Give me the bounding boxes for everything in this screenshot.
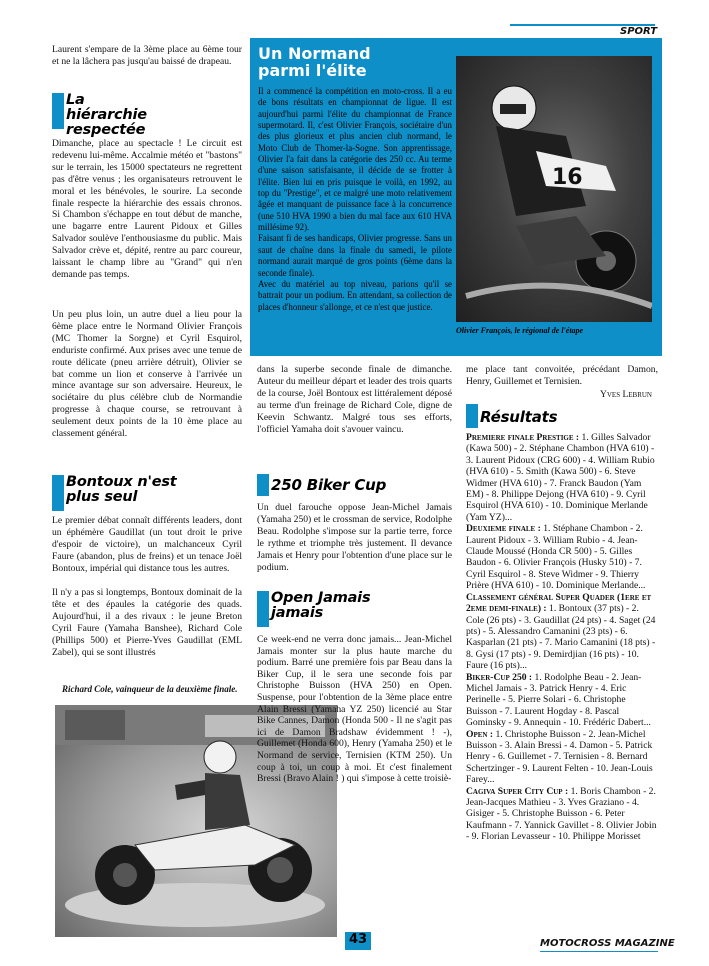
heading-biker-cup [257,474,452,496]
col1-paragraph-4: Il n'y a pas si longtemps, Bontoux dominait de la tête et des épaules la catégorie des quads. Aujourd'hui, il a des rivaux : le jeune Breton Cyril Faure (Yamaha Banshee), Richard Cole (Phillips 500) et Pierre-Yves Gaudillat (EML Zabel), qui se sont illustrés [52,587,242,658]
col2-paragraph-3: Ce week-end ne verra donc jamais... Jean-Michel Jamais monter sur la plus haute marche du podium. Barré une première fois par Beau dans la Biker Cup, il le sera une seconde fois par Christophe Buisson (HVA 250) en Open. Suspense, pour l'obtention de la 3ème place entre Alain Bressi (Yamaha YZ 250) licencié au Star Bike Cannes, Damon (Honda 500 - Il ne s'agit pas ici de Damon Bradshaw évidemment ! -), Guillemet (Honda 600), Henry (Yamaha 250) et le Normand de service, Ternisien (KTM 250). Un coup à toi, un coup à moi. Et c'est finalement Bressi (Bravo Alain ! ) qui s'impose à cette troisiè- [257,634,452,785]
heading-accent-bar [257,474,269,496]
sidebar-paragraph-3: Avec du matériel au top niveau, parions qu'il se battrait pour un podium. En attendant, sa collection de places d'honneur s'allonge, et ce n'est que justice. [258,278,452,312]
heading-bontoux [52,475,242,511]
sidebar-paragraph-1: Il a commencé la compétition en moto-cross. Il a eu de bons résultats en championnat de ligue. Il est aujourd'hui parmi l'élite du championnat de France supermotard. Il, c'est Olivier François, sociétaire d'un des plus glorieux et plus ancien club normand, le Moto Club de Thomer-la-Sogne. Son apprentissage, Olivier l'a fait dans la catégorie des 250 cc. Au terme d'une saison satisfaisante, il décide de se frotter à l'élite. Bien lui en pris puisque le voilà, en 1992, au top du "Prestige", et ce malgré une moto relativement âgée et manquant de puissance face à la concurrence (une 510 HVA 1990 a bien du mal face aux 610 HVA millésime 92). [258,86,452,233]
result-entry [466,729,658,786]
result-text: 1. Stéphane Chambon - 2. Laurent Pidoux - 3. William Rubio - 4. Jean-Claude Moussé (Honda CR 500) - 5. Gilles Baudon - 6. Olivier François (Husky 510) - 7. Cyril Esquirol - 8. Steve Widmer - 9. Thierry Prière (HVA 610) - 10. Dominique Merlande... [466,523,646,592]
svg-text:16: 16 [552,165,583,190]
result-text: 1. Rodolphe Beau - 2. Jean-Michel Jamais - 3. Patrick Henry - 4. Eric Perinelle - 5. Pierre Solari - 6. Christophe Buisson - 7. Laurent Hogday - 8. Pascal Gominsky - 9. Annequin - 10. Frédéric Dabert... [466,671,651,729]
result-entry [466,592,658,672]
photo-caption-cole: Richard Cole, vainqueur de la deuxième finale. [62,684,238,694]
heading-accent-bar [52,93,64,129]
col1-intro: Laurent s'empare de la 3ème place au 6ème tour et ne la lâchera pas jusqu'au baissé de drapeau. [52,44,242,67]
heading-accent-bar [466,404,478,428]
result-text: 1. Boris Chambon - 2. Jean-Jacques Mathieu - 3. Yves Graziano - 4. Gisiger - 5. Christophe Buisson - 6. Peter Kaufmann - 7. Yannick Gavillet - 8. Olivier Jobin - 9. Florian Levasseur - 10. Philippe Morisset [466,785,657,843]
sidebar-text [258,86,452,313]
heading-open [257,591,452,627]
photo-caption-francois: Olivier François, le régional de l'étape [456,326,584,335]
heading-text: 250 Biker Cup [271,476,387,494]
result-entry [466,523,658,591]
col3-paragraph-1: me place tant convoitée, précédant Damon, Henry, Guillemet et Ternisien. [466,364,658,387]
heading-text: La hiérarchie respectée [66,92,147,138]
sidebar-title: Un Normand parmi l'élite [258,44,371,80]
result-entry [466,672,658,729]
heading-accent-bar [52,475,64,511]
result-entry [466,786,658,843]
magazine-name: MOTOCROSS MAGAZINE [540,938,675,949]
result-label: Biker-Cup 250 : [466,671,533,683]
result-label: Cagiva Super City Cup : [466,785,569,797]
result-label: Classement général Super Quader (1ere et 2eme demi-finale) : [466,591,652,615]
footer-rule [540,951,658,952]
result-label: Premiere finale Prestige : [466,432,580,443]
result-text: 1. Bontoux (37 pts) - 2. Cole (26 pts) - 3. Gaudillat (24 pts) - 4. Saget (24 pts) - 5. Alessandro Camanini (23 pts) - 6. Kasparlan (21 pts) - 7. Mario Camanini (18 pts) - 8. Gysi (17 pts) - 9. Demirdjian (16 pts) - 10. Faure (16 pts)... [466,603,656,672]
result-text: 1. Gilles Salvador (Kawa 500) - 2. Stéphane Chambon (HVA 610) - 3. Laurent Pidoux (CRG 600) - 4. William Rubio (HVA 610) - 5. Smith (Kawa 500) - 6. Steve Widmer (HVA 610) - 7. Franck Baudon (Yam EM) - 8. Philippe Dejong (HVA 610) - 9. Cyril Esquirol (HVA 610) - 10. Dominique Merlande (Yam YZ)... [466,432,655,523]
results-list [466,432,658,843]
result-entry [466,432,658,523]
col2-paragraph-1: dans la superbe seconde finale de dimanche. Auteur du meilleur départ et leader des trois quarts de la course, Joël Bontoux est littéralement déposé au terme d'un freinage de Richard Cole, digne de Keevin Schwantz. Malgré tous ses efforts, l'officiel Yamaha doit s'avouer vaincu. [257,364,453,435]
heading-accent-bar [257,591,269,627]
author-signature: Yves Lebrun [600,390,652,400]
motorcycle-rider-illustration [456,56,652,322]
section-label: SPORT [620,26,658,37]
heading-text: Résultats [480,408,558,426]
sidebar-paragraph-2: Faisant fi de ses handicaps, Olivier progresse. Sans un saut de chaîne dans la finale du samedi, le pilote normand aurait marqué de gros points (6ème dans la seconde finale). [258,233,452,278]
heading-resultats [466,404,658,428]
result-label: Deuxieme finale : [466,523,541,535]
heading-hierarchie [52,93,242,138]
heading-text: Open Jamais jamais [271,590,371,621]
result-text: 1. Christophe Buisson - 2. Jean-Michel Buisson - 3. Alain Bressi - 4. Damon - 5. Patrick Henry - 6. Guillemet - 7. Ternisien - 8. Bernard Schertzinger - 9. Laurent Felten - 10. Jean-Louis Farey... [466,728,653,786]
col1-paragraph-1: Dimanche, place au spectacle ! Le circuit est redevenu lui-même. Accalmie météo et "bastons" sur le terrain, les 15000 spectateurs ne regrettent pas d'être venus ; les organisateurs retrouvent le moral et les bénévoles, le sourire. La seconde finale respecte la hiérarchie des essais chronos. Si Chambon s'échappe en tout début de manche, une bagarre entre Laurent Pidoux et Gilles Salvador soulève l'enthousiasme du public. Mais Salvador crève et, dépité, rentre au parc coureur, laissant le champ libre au "Grand" qui n'en demande pas temps. [52,138,242,280]
page-number: 43 [349,932,368,947]
moto-photo [456,56,652,322]
col1-paragraph-3: Le premier débat connaît différents leaders, dont un éphémère Gaudillat (un tout droit le prive d'espoir de victoire), un malchanceux Cyril Faure (abandon, plus de freins) et un tenace Joël Bontoux, impérial qui distance tous les autres. [52,515,242,574]
heading-text: Bontoux n'est plus seul [66,474,177,505]
col1-paragraph-2: Un peu plus loin, un autre duel a lieu pour la 6ème place entre le Normand Olivier François (MC Thomer la Sorgne) et Cyril Esquirol, enduriste confirmé. Aux prises avec une tenue de route délicate (pneu arrière détruit), Olivier se bat comme un lion et conserve à l'arrivée un mince avantage sur son adversaire. Heureux, le sociétaire du plus célèbre club de Normandie progresse à chaque course, se retrouvant à seulement deux points de la 10 ème place au classement général. [52,309,242,440]
col2-paragraph-2: Un duel farouche oppose Jean-Michel Jamais (Yamaha 250) et le crossman de service, Rodolphe Beau. Rodolphe s'impose sur la partie terre, force le rythme et triomphe très justement. Il devance Jamais et Henry pour l'obtention d'une place sur le podium. [257,502,452,573]
result-label: Open : [466,728,494,740]
